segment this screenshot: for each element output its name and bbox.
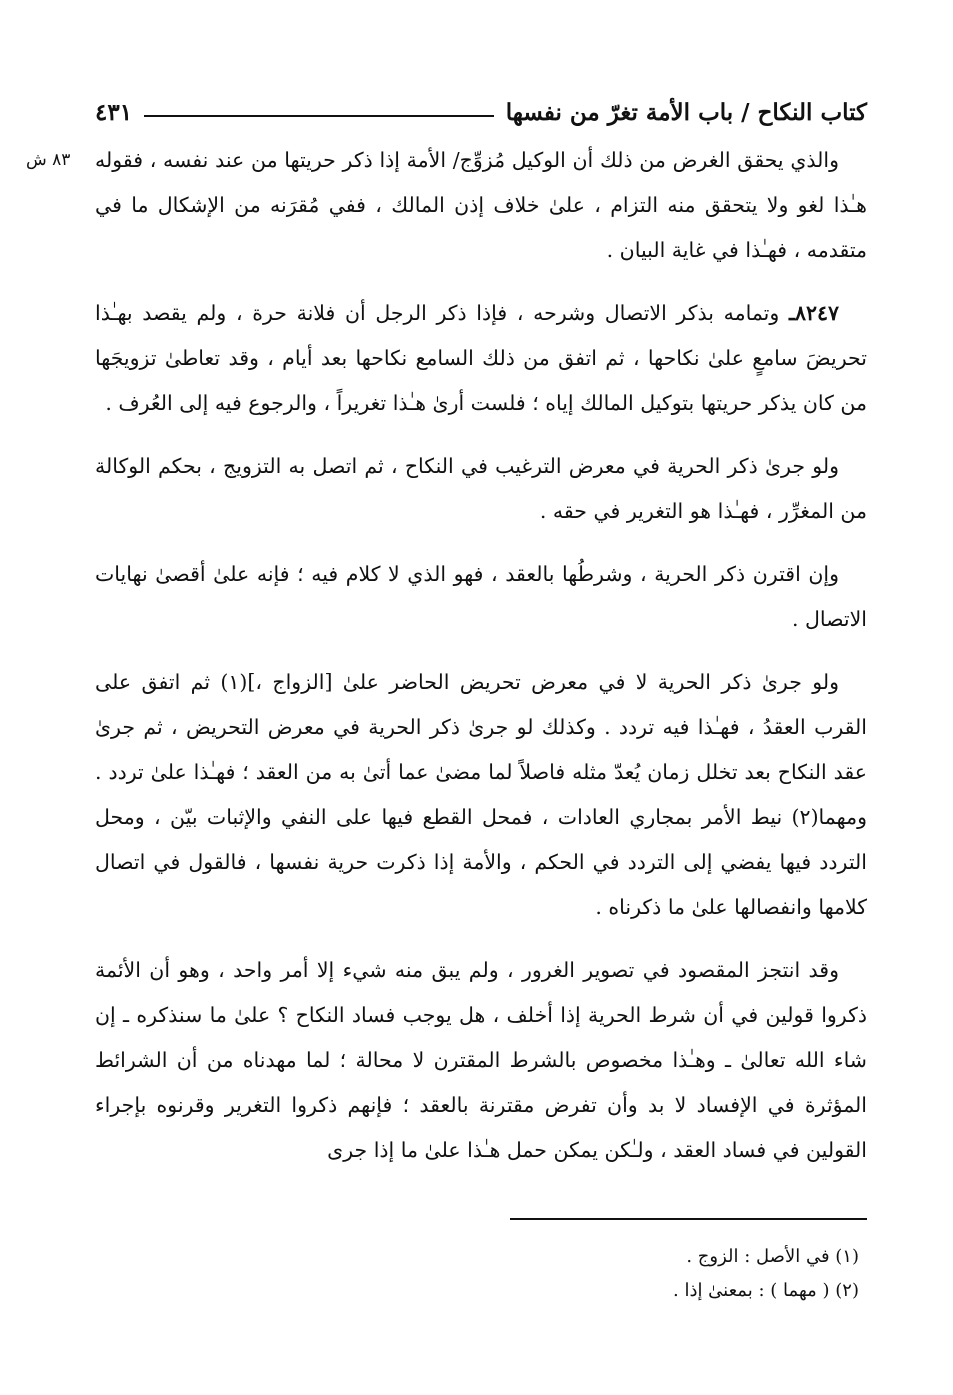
- paragraph-6: وقد انتجز المقصود في تصوير الغرور ، ولم يبق منه شيء إلا أمر واحد ، وهو أن الأئمة ذكروا قولين في أن شرط الحرية إذا أخلف ، هل يوجب فساد النكاح ؟ علىٰ ما سنذكره ـ إن شاء الله تعالىٰ ـ وهـٰذا مخصوص بالشرط المقترن لا محالة ؛ لما مهدناه من أن الشرائط المؤثرة في الإفساد لا بد وأن تفرض مقترنة بالعقد ؛ فإنهم ذكروا التغرير وقرنوه بإجراء القولين في فساد العقد ، ولـٰكن يمكن حمل هـٰذا علىٰ ما إذا جرى: [95, 958, 867, 1162]
- footnote-2: (٢) ( مهما ) : بمعنىٰ إذا .: [673, 1280, 859, 1301]
- paragraph-2: [95, 291, 867, 426]
- page-number: ٤٣١: [95, 99, 133, 126]
- margin-folio-note: ٨٣ ش: [26, 150, 71, 170]
- paragraph-3: ولو جرىٰ ذكر الحرية في معرض الترغيب في النكاح ، ثم اتصل به التزويج ، بحكم الوكالة من المغرِّر ، فهـٰذا هو التغرير في حقه .: [95, 454, 867, 523]
- footnote-rule: [510, 1218, 867, 1220]
- paragraph-4: وإن اقترن ذكر الحرية ، وشرطُها بالعقد ، فهو الذي لا كلام فيه ؛ فإنه علىٰ أقصىٰ نهايات الاتصال .: [95, 562, 867, 631]
- paragraph-1: والذي يحقق الغرض من ذلك أن الوكيل مُزوِّج/ الأمة إذا ذكر حريتها من عند نفسه ، فقوله هـٰذا لغو ولا يتحقق منه التزام ، علىٰ خلاف إذن المالك ، ففي مُقرَنه من الإشكال ما في متقدمه ، فهـٰذا في غاية البيان .: [95, 148, 867, 262]
- header-rule: [144, 115, 494, 117]
- footnote-1: (١) في الأصل : الزوج .: [686, 1246, 859, 1267]
- footnotes: [95, 1240, 867, 1308]
- paragraph-5: ولو جرىٰ ذكر الحرية لا في معرض تحريض الحاضر علىٰ [الزواج ،](١) ثم اتفق على القرب العقدُ ، فهـٰذا فيه تردد . وكذلك لو جرىٰ ذكر الحرية في معرض التحريض ، ثم جرىٰ عقد النكاح بعد تخلل زمان يُعدّ مثله فاصلاً لما مضىٰ عما أتىٰ به من العقد ؛ فهـٰذا علىٰ تردد . ومهما(٢) نيط الأمر بمجاري العادات ، فمحل القطع فيها على النفي والإثبات بيّن ، ومحل التردد فيها يفضي إلى التردد في الحكم ، والأمة إذا ذكرت حرية نفسها ، فالقول في اتصال كلامها وانفصالها علىٰ ما ذكرناه .: [95, 670, 867, 919]
- body-text: [95, 138, 867, 1191]
- running-title: كتاب النكاح / باب الأمة تغرّ من نفسها: [505, 99, 867, 126]
- paragraph-2-text: وتمامه بذكر الاتصال وشرحه ، فإذا ذكر الرجل أن فلانة حرة ، ولم يقصد بهـٰذا تحريضَ سامعٍ علىٰ نكاحها ، ثم اتفق من ذلك السامع نكاحها بعد أيام ، وقد تعاطىٰ تزويجَها من كان يذكر حريتها بتوكيل المالك إياه ؛ فلست أرىٰ هـٰذا تغريراً ، والرجوع فيه إلى العُرف .: [95, 301, 867, 415]
- page-header: [95, 86, 867, 126]
- paragraph-number: ٨٢٤٧ـ: [788, 301, 839, 325]
